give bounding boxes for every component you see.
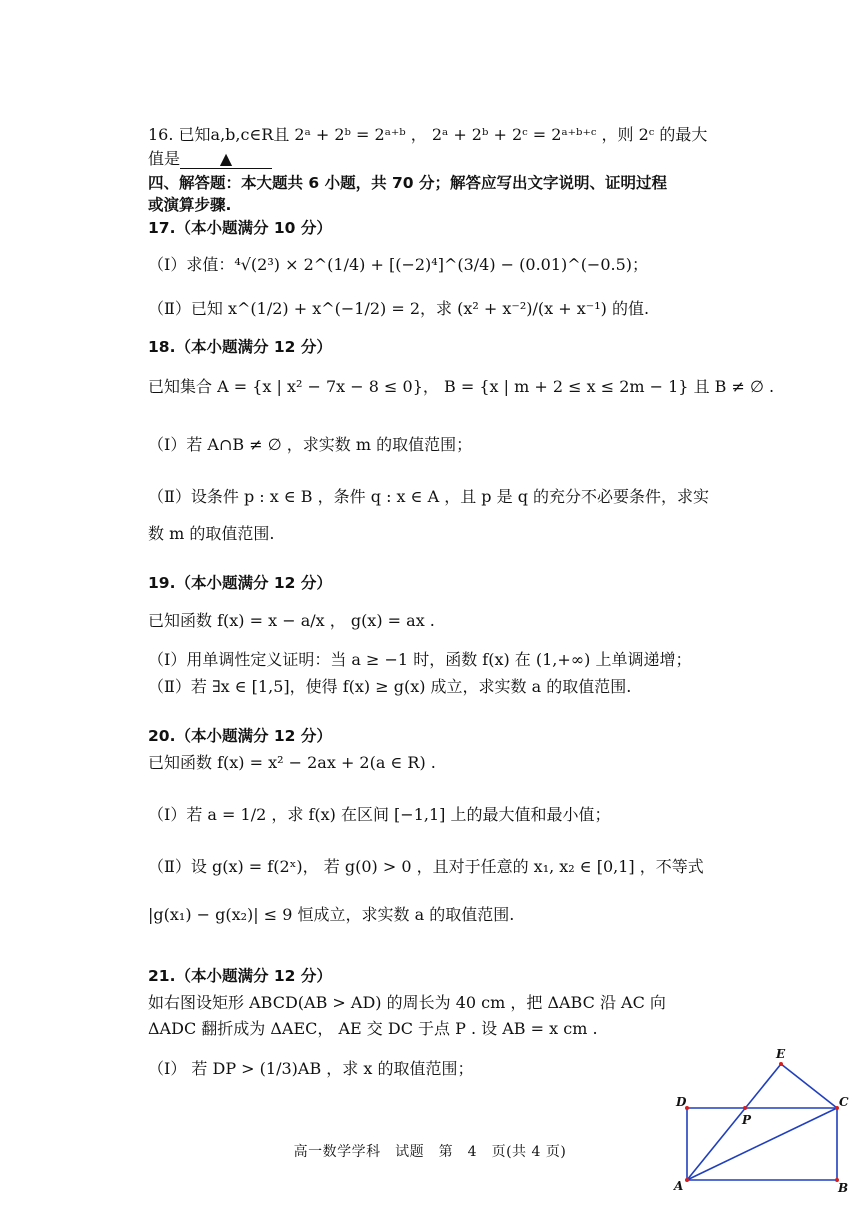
segment-ae — [687, 1064, 781, 1180]
q16-line2 — [148, 148, 272, 170]
q18-part1: （Ⅰ）若 A∩B ≠ ∅ ，求实数 m 的取值范围； — [148, 435, 473, 454]
q16-prefix: 值是 — [148, 149, 181, 168]
q21-header: 21.（本小题满分 12 分） — [148, 967, 332, 985]
q20-intro: 已知函数 f(x) = x² − 2ax + 2(a ∈ R) . — [148, 753, 436, 772]
section4-line1: 四、解答题：本大题共 6 小题，共 70 分；解答应写出文字说明、证明过程 — [148, 174, 667, 192]
q18-part2-line1: （Ⅱ）设条件 p : x ∈ B ，条件 q : x ∈ A ，且 p 是 q 的充分不必要条件，求实 — [148, 487, 710, 506]
q21-line1: 如右图设矩形 ABCD(AB > AD) 的周长为 40 cm ，把 ΔABC 沿 AC 向 — [148, 993, 666, 1012]
q21-part1: （Ⅰ） 若 DP > (1/3)AB ，求 x 的取值范围； — [148, 1059, 474, 1078]
q18-header: 18.（本小题满分 12 分） — [148, 338, 332, 356]
q17-part2: （Ⅱ）已知 x^(1/2) + x^(−1/2) = 2，求 (x² + x⁻²)/(x + x⁻¹) 的值. — [148, 299, 650, 318]
q18-intro: 已知集合 A = {x | x² − 7x − 8 ≤ 0}， B = {x | m + 2 ≤ x ≤ 2m − 1} 且 B ≠ ∅ . — [148, 377, 775, 396]
fold-rectangle-figure — [662, 1040, 852, 1200]
label-c: C — [839, 1095, 849, 1109]
q20-part2-line2: |g(x₁) − g(x₂)| ≤ 9 恒成立，求实数 a 的取值范围. — [148, 905, 515, 924]
point-p — [743, 1106, 747, 1110]
q16-line1: 16. 已知a,b,c∈R且 2ᵃ + 2ᵇ = 2ᵃ⁺ᵇ ， 2ᵃ + 2ᵇ + 2ᶜ = 2ᵃ⁺ᵇ⁺ᶜ ，则 2ᶜ 的最大 — [148, 125, 708, 144]
q19-intro: 已知函数 f(x) = x − a/x ， g(x) = ax . — [148, 611, 435, 630]
q20-header: 20.（本小题满分 12 分） — [148, 727, 332, 745]
label-e: E — [776, 1047, 786, 1061]
label-a: A — [674, 1179, 684, 1193]
q19-part2: （Ⅱ）若 ∃x ∈ [1,5]，使得 f(x) ≥ g(x) 成立，求实数 a 的取值范围. — [148, 677, 632, 696]
page-footer: 高一数学学科 试题 第 4 页(共 4 页) — [293, 1144, 567, 1160]
q20-part1: （Ⅰ）若 a = 1/2 ，求 f(x) 在区间 [−1,1] 上的最大值和最小值； — [148, 805, 611, 824]
point-e — [779, 1062, 783, 1066]
q17-part1: （Ⅰ）求值：⁴√(2³) × 2^(1/4) + [(−2)⁴]^(3/4) − (0.01)^(−0.5)； — [148, 255, 649, 274]
label-p: P — [742, 1113, 752, 1127]
point-a — [685, 1178, 689, 1182]
label-b: B — [838, 1181, 849, 1195]
label-d: D — [676, 1095, 687, 1109]
q21-line2: ΔADC 翻折成为 ΔAEC， AE 交 DC 于点 P . 设 AB = x cm . — [148, 1019, 598, 1038]
q17-header: 17.（本小题满分 10 分） — [148, 219, 332, 237]
q20-part2-line1: （Ⅱ）设 g(x) = f(2ˣ)， 若 g(0) > 0 ，且对于任意的 x₁, x₂ ∈ [0,1] ，不等式 — [148, 857, 704, 876]
q19-part1: （Ⅰ）用单调性定义证明：当 a ≥ −1 时，函数 f(x) 在 (1,+∞) 上单调递增； — [148, 650, 692, 669]
q18-part2-line2: 数 m 的取值范围. — [148, 524, 275, 543]
answer-blank: ▲ — [180, 150, 272, 169]
q19-header: 19.（本小题满分 12 分） — [148, 574, 332, 592]
segment-ec — [781, 1064, 837, 1108]
section4-line2: 或演算步骤. — [148, 196, 232, 214]
